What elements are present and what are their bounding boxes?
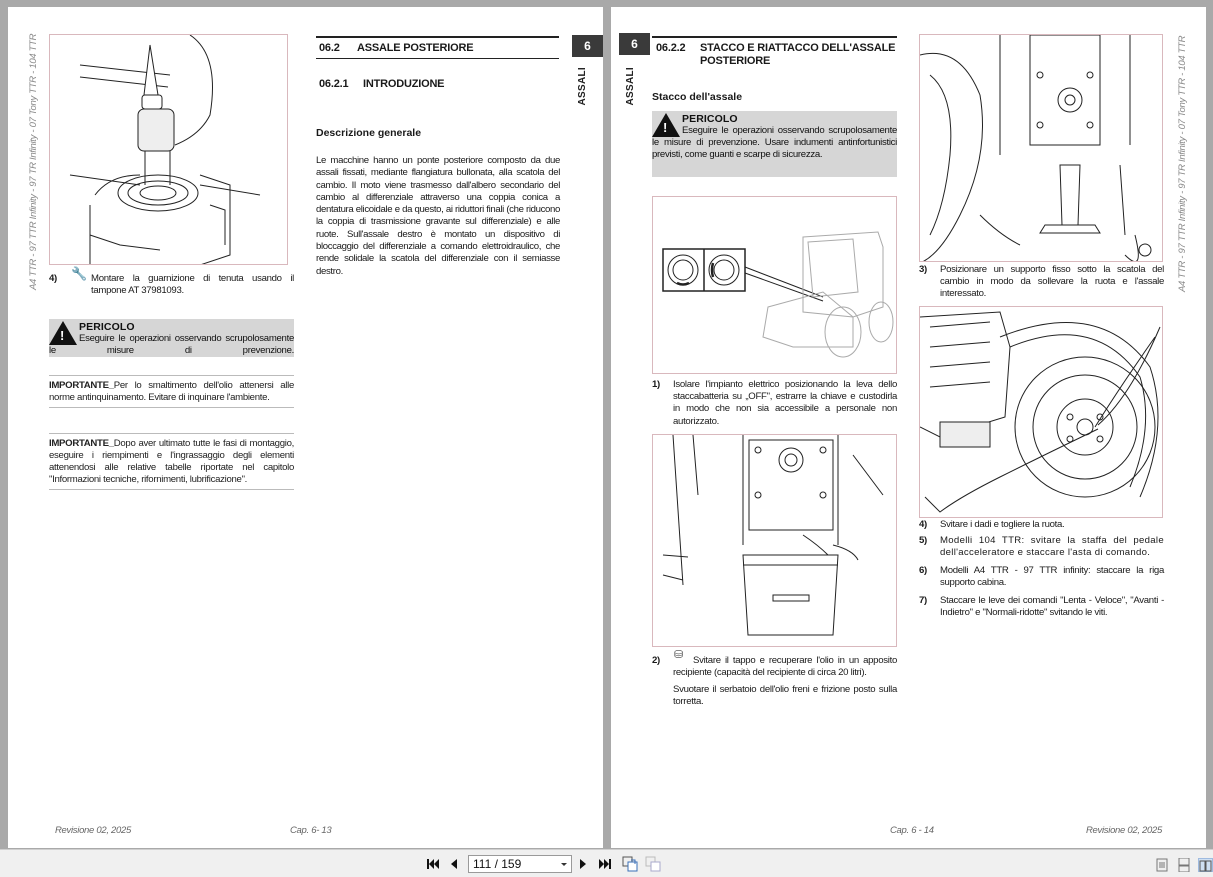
wrench-icon: 🔧 (71, 266, 87, 281)
model-side-label: A4 TTR - 97 TTR Infinity - 97 TR Infinity - 07 Tony TTR - 104 TTR (1177, 35, 1188, 292)
first-page-icon (426, 858, 440, 870)
page-left (8, 7, 603, 848)
step-4 (49, 266, 294, 301)
step-number: 4) (49, 273, 57, 284)
step-number: 6) (919, 565, 927, 576)
page-number-select[interactable] (468, 855, 572, 873)
step-text: Modelli A4 TTR - 97 TTR infinity: staccare la riga supporto cabina. (940, 565, 1164, 589)
step-text: Posizionare un supporto fisso sotto la scatola del cambio in modo da sollevare la ruota e l'assale interessato. (940, 264, 1164, 300)
heading-rule-bottom (316, 58, 559, 59)
section-number: 06.2 (319, 42, 340, 54)
seal-tool-illustration (50, 35, 288, 265)
wheel-removal-illustration (920, 307, 1163, 518)
step-7 (919, 595, 1164, 623)
viewer-toolbar (0, 849, 1213, 877)
gearbox-support-illustration (920, 35, 1163, 262)
continuous-page-icon (1177, 858, 1191, 872)
footer-revision: Revisione 02, 2025 (55, 825, 131, 836)
description-heading: Descrizione generale (316, 127, 422, 139)
footer-page-number: Cap. 6- 13 (290, 825, 332, 836)
subheading-axle-removal: Stacco dell'assale (652, 91, 743, 103)
warning-title: PERICOLO (79, 321, 135, 333)
section-title-line2: POSTERIORE (700, 55, 771, 67)
step-5 (919, 535, 1164, 563)
figure-wheel-removal (919, 306, 1163, 518)
step-1 (652, 379, 897, 427)
step-text: Modelli 104 TTR: svitare la staffa del pedale dell'acceleratore e staccare l'asta di comando. (940, 535, 1164, 559)
next-view-icon (645, 856, 661, 872)
next-page-icon (579, 858, 587, 870)
single-page-icon (1155, 858, 1169, 872)
chapter-tab-number: 6 (619, 33, 650, 55)
heading-rule-top (652, 36, 897, 38)
step-text: Svitare i dadi e togliere la ruota. (940, 519, 1065, 530)
next-view-button[interactable] (645, 856, 661, 872)
tractor-battery-switch-illustration (653, 197, 897, 374)
step-4 (919, 519, 1164, 533)
previous-view-icon (622, 856, 638, 872)
important-text: Dopo aver ultimato tutte le fasi di montaggio, eseguire i riempimenti e l'ingrassaggio degli elementi attenendosi alle relative tabelle riportate nel capitolo "Informazioni tecniche, rifornimenti, lubrificazione". (49, 438, 294, 485)
oil-drain-icon: ⛁ (674, 649, 683, 661)
section-heading (319, 42, 473, 54)
figure-battery-disconnect (652, 196, 897, 374)
important-label: IMPORTANTE_ (49, 380, 114, 391)
step-text: Svitare il tappo e recuperare l'olio in un apposito recipiente (capacità del recipiente di circa 20 litri). (673, 655, 897, 679)
figure-seal-installation (49, 34, 288, 265)
step-extra-text: Svuotare il serbatoio dell'olio freni e frizione posto sulla torretta. (673, 684, 897, 708)
two-page-view-button[interactable] (1198, 858, 1213, 872)
step-text: Staccare le leve dei comandi "Lenta - Veloce", "Avanti - Indietro" e "Normali-ridotte" svitando le viti. (940, 595, 1164, 619)
previous-page-button[interactable] (449, 856, 459, 872)
section-title-line1: STACCO E RIATTACCO DELL'ASSALE (700, 42, 896, 54)
model-side-label: A4 TTR - 97 TTR Infinity - 97 TR Infinity - 07 Tony TTR - 104 TTR (28, 33, 39, 290)
warning-title: PERICOLO (682, 113, 738, 125)
step-text: Isolare l'impianto elettrico posizionando la leva dello staccabatteria su „OFF", estrarre la chiave e custodirla in modo che non sia accessibile a personale non autorizzato. (673, 379, 897, 427)
danger-warning-box (49, 319, 294, 357)
previous-page-icon (450, 858, 458, 870)
step-text: Montare la guarnizione di tenuta usando il tampone AT 37981093. (91, 273, 294, 297)
step-number: 7) (919, 595, 927, 606)
last-page-button[interactable] (598, 856, 612, 872)
footer-page-number: Cap. 6 - 14 (890, 825, 934, 836)
step-number: 3) (919, 264, 927, 275)
page-right (611, 7, 1206, 848)
step-3 (919, 264, 1164, 300)
danger-warning-box (652, 111, 897, 177)
next-page-button[interactable] (578, 856, 588, 872)
subsection-number: 06.2.1 (319, 78, 349, 90)
important-note-refill (49, 433, 294, 490)
dropdown-caret-icon (561, 863, 567, 866)
continuous-view-button[interactable] (1177, 858, 1191, 872)
oil-drain-illustration (653, 435, 897, 647)
chapter-tab-label: ASSALI (577, 67, 588, 106)
section-number: 06.2.2 (656, 42, 686, 54)
step-number: 5) (919, 535, 927, 546)
subsection-heading (319, 78, 444, 90)
chapter-tab-number: 6 (572, 35, 603, 57)
step-2 (652, 649, 897, 725)
section-heading (656, 42, 895, 68)
step-6 (919, 565, 1164, 593)
warning-text: Eseguire le operazioni osservando scrupolosamente le misure di prevenzione. (49, 333, 294, 356)
chapter-tab-label: ASSALI (625, 67, 636, 106)
heading-rule-top (316, 36, 559, 38)
subsection-title: INTRODUZIONE (363, 78, 445, 90)
first-page-button[interactable] (426, 856, 440, 872)
important-text: Per lo smaltimento dell'olio attenersi alle norme antinquinamento. Evitare di inquinare l'ambiente. (49, 380, 294, 403)
two-page-icon (1199, 860, 1212, 872)
step-number: 1) (652, 379, 660, 390)
figure-oil-drain (652, 434, 897, 647)
important-note-disposal (49, 375, 294, 408)
last-page-icon (598, 858, 612, 870)
important-label: IMPORTANTE_ (49, 438, 114, 449)
step-number: 4) (919, 519, 927, 530)
single-page-view-button[interactable] (1155, 858, 1169, 872)
description-paragraph: Le macchine hanno un ponte posteriore composto da due assali fissati, mediante flangiatura bullonata, alla scatola del cambio. Il moto viene trasmesso dall'albero secondario del cambio al differenziale attraverso una coppia conica a dentatura elicoidale e da questo, ai riduttori finali (che riducono la coppia di trasmissione gravante sul differenziale) e alle ruote. Sull'assale destro è montato un dispositivo di bloccaggio del differenziale a comando elettroidraulico, che rende solidale la scatola del differenziale con il semiasse destro. (316, 155, 560, 277)
warning-text: Eseguire le operazioni osservando scrupolosamente le misure di prevenzione. Usare indumenti antinfortunistici previsti, come guanti e scarpe di sicurezza. (652, 125, 897, 160)
footer-revision: Revisione 02, 2025 (1086, 825, 1162, 836)
page-indicator: 111 / 159 (473, 857, 522, 871)
previous-view-button[interactable] (622, 856, 638, 872)
section-title: ASSALE POSTERIORE (357, 42, 474, 54)
figure-gearbox-support (919, 34, 1163, 262)
step-number: 2) (652, 655, 660, 666)
